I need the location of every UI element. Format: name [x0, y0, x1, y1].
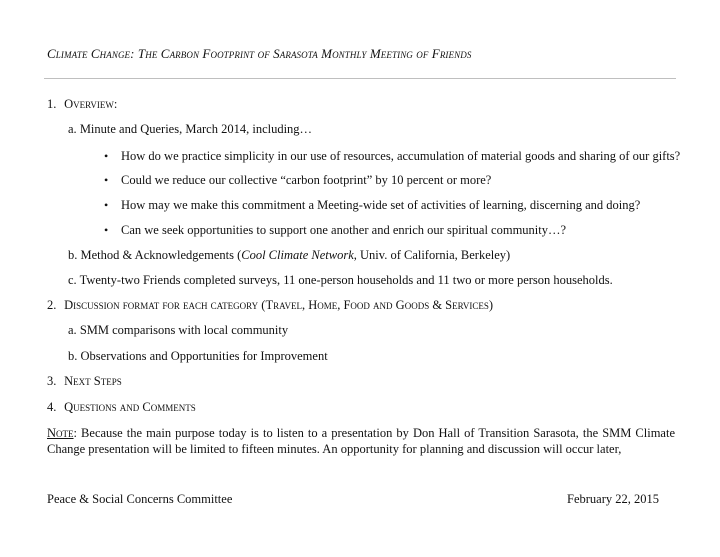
- outline-item-1: [47, 96, 117, 112]
- outline-item-1a: [68, 121, 312, 137]
- item-number: 2.: [47, 298, 57, 312]
- note-text: : Because the main purpose today is to listen to a presentation by Don Hall of Transition Sarasota, the SMM Climate Change presentation will be limited to fifteen minutes. An opportunity for planning and discussion will occur later,: [47, 426, 675, 456]
- sub-letter: c.: [68, 273, 77, 287]
- outline-item-4: [47, 399, 196, 415]
- title-divider: [44, 78, 676, 79]
- sub-text-before: Method & Acknowledgements (: [80, 248, 242, 262]
- bullet-item-3: How may we make this commitment a Meeting-wide set of activities of learning, discerning and doing?: [121, 198, 641, 212]
- outline-item-1c: [68, 272, 613, 288]
- bullet-icon: •: [104, 223, 109, 237]
- note-paragraph: [47, 425, 675, 457]
- bullet-item-4: Can we seek opportunities to support one another and enrich our spiritual community…?: [121, 223, 567, 237]
- sub-letter: b.: [68, 248, 78, 262]
- sub-text: SMM comparisons with local community: [79, 323, 289, 337]
- item-number: 3.: [47, 374, 57, 388]
- sub-text: Minute and Queries, March 2014, including…: [79, 122, 313, 136]
- item-number: 4.: [47, 400, 57, 414]
- outline-item-1b: [68, 247, 510, 263]
- footer-date: February 22, 2015: [567, 492, 659, 506]
- item-label: Next Steps: [64, 374, 122, 388]
- item-label: Overview:: [64, 97, 118, 111]
- bullet-icon: •: [104, 173, 109, 187]
- bullet-icon: •: [104, 149, 109, 163]
- bullet-item-2: Could we reduce our collective “carbon footprint” by 10 percent or more?: [121, 173, 492, 187]
- sub-letter: b.: [68, 349, 78, 363]
- sub-letter: a.: [68, 323, 77, 337]
- sub-letter: a.: [68, 122, 77, 136]
- bullet-item-1: How do we practice simplicity in our use of resources, accumulation of material goods and sharing of our gifts?: [121, 149, 681, 163]
- outline-item-2: [47, 297, 493, 313]
- sub-text-italic: Cool Climate Network: [241, 248, 354, 262]
- sub-text: Twenty-two Friends completed surveys, 11 one-person households and 11 two or more person households.: [79, 273, 613, 287]
- item-number: 1.: [47, 97, 57, 111]
- footer-committee: Peace & Social Concerns Committee: [47, 492, 233, 506]
- note-label: Note: [47, 426, 74, 440]
- item-label: Discussion format for each category (Travel, Home, Food and Goods & Services): [64, 298, 494, 312]
- bullet-icon: •: [104, 198, 109, 212]
- document-title: Climate Change: The Carbon Footprint of Sarasota Monthly Meeting of Friends: [47, 46, 472, 61]
- outline-item-2a: [68, 322, 288, 338]
- sub-text: Observations and Opportunities for Improvement: [80, 349, 328, 363]
- item-label: Questions and Comments: [64, 400, 196, 414]
- outline-item-3: [47, 373, 122, 389]
- outline-item-2b: [68, 348, 328, 364]
- sub-text-after: , Univ. of California, Berkeley): [353, 248, 511, 262]
